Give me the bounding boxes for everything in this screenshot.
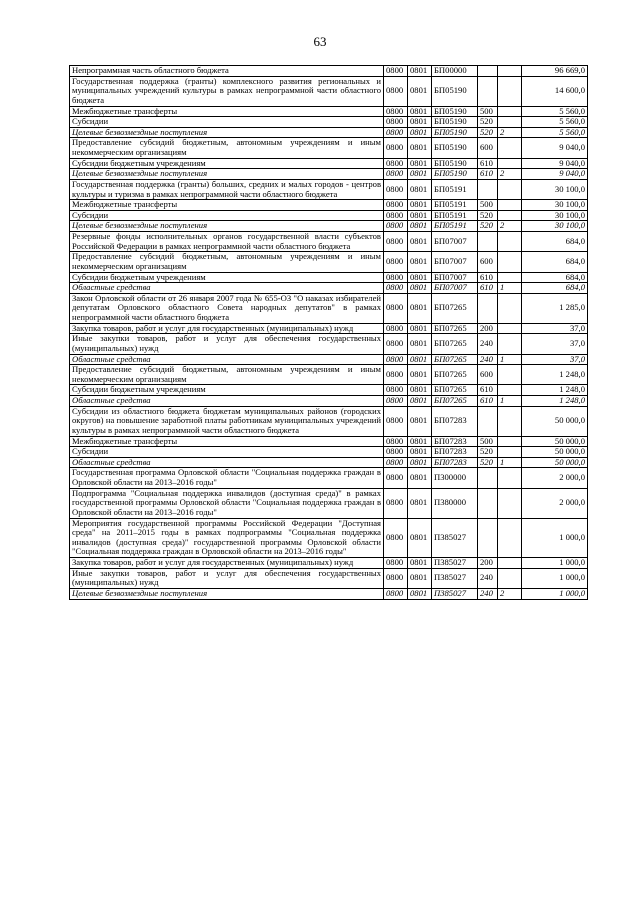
subsection-code: 0801 xyxy=(408,588,432,599)
funding-source-code xyxy=(498,200,522,211)
amount: 9 040,0 xyxy=(522,158,588,169)
target-article-code: БП07283 xyxy=(432,457,478,468)
funding-source-code: 1 xyxy=(498,354,522,365)
funding-source-code xyxy=(498,488,522,518)
subsection-code: 0801 xyxy=(408,354,432,365)
subsection-code: 0801 xyxy=(408,117,432,128)
funding-source-code xyxy=(498,66,522,77)
table-row xyxy=(70,323,588,334)
subsection-code: 0801 xyxy=(408,106,432,117)
subsection-code: 0801 xyxy=(408,169,432,180)
subsection-code: 0801 xyxy=(408,323,432,334)
table-row xyxy=(70,179,588,199)
row-name: Целевые безвозмездные поступления xyxy=(70,221,384,232)
amount: 50 000,0 xyxy=(522,406,588,436)
funding-source-code xyxy=(498,179,522,199)
expense-type-code: 610 xyxy=(478,385,498,396)
row-name: Предоставление субсидий бюджетным, автономным учреждениям и иным некоммерческим организациям xyxy=(70,138,384,158)
expense-type-code: 520 xyxy=(478,447,498,458)
table-row xyxy=(70,558,588,569)
target-article-code: БП05191 xyxy=(432,210,478,221)
subsection-code: 0801 xyxy=(408,200,432,211)
amount: 1 248,0 xyxy=(522,396,588,407)
table-row xyxy=(70,232,588,252)
section-code: 0800 xyxy=(384,127,408,138)
section-code: 0800 xyxy=(384,488,408,518)
amount: 9 040,0 xyxy=(522,138,588,158)
subsection-code: 0801 xyxy=(408,179,432,199)
amount: 50 000,0 xyxy=(522,447,588,458)
subsection-code: 0801 xyxy=(408,293,432,323)
table-row xyxy=(70,106,588,117)
subsection-code: 0801 xyxy=(408,221,432,232)
table-row xyxy=(70,396,588,407)
funding-source-code xyxy=(498,138,522,158)
subsection-code: 0801 xyxy=(408,66,432,77)
table-row xyxy=(70,447,588,458)
table-row xyxy=(70,334,588,354)
target-article-code: БП05190 xyxy=(432,117,478,128)
section-code: 0800 xyxy=(384,66,408,77)
amount: 50 000,0 xyxy=(522,436,588,447)
amount: 1 000,0 xyxy=(522,558,588,569)
table-row xyxy=(70,169,588,180)
funding-source-code: 2 xyxy=(498,169,522,180)
expense-type-code xyxy=(478,488,498,518)
row-name: Областные средства xyxy=(70,354,384,365)
section-code: 0800 xyxy=(384,76,408,106)
expense-type-code: 240 xyxy=(478,354,498,365)
funding-source-code: 2 xyxy=(498,221,522,232)
row-name: Целевые безвозмездные поступления xyxy=(70,169,384,180)
subsection-code: 0801 xyxy=(408,158,432,169)
expense-type-code: 600 xyxy=(478,365,498,385)
target-article-code: БП05191 xyxy=(432,179,478,199)
subsection-code: 0801 xyxy=(408,252,432,272)
table-row xyxy=(70,365,588,385)
funding-source-code: 1 xyxy=(498,283,522,294)
subsection-code: 0801 xyxy=(408,406,432,436)
target-article-code: П385027 xyxy=(432,558,478,569)
row-name: Областные средства xyxy=(70,283,384,294)
expense-type-code xyxy=(478,468,498,488)
section-code: 0800 xyxy=(384,588,408,599)
section-code: 0800 xyxy=(384,457,408,468)
expense-type-code: 500 xyxy=(478,106,498,117)
funding-source-code xyxy=(498,210,522,221)
amount: 1 248,0 xyxy=(522,365,588,385)
section-code: 0800 xyxy=(384,272,408,283)
expense-type-code: 610 xyxy=(478,283,498,294)
row-name: Межбюджетные трансферты xyxy=(70,436,384,447)
subsection-code: 0801 xyxy=(408,468,432,488)
expense-type-code: 500 xyxy=(478,200,498,211)
table-row xyxy=(70,127,588,138)
section-code: 0800 xyxy=(384,138,408,158)
subsection-code: 0801 xyxy=(408,488,432,518)
section-code: 0800 xyxy=(384,385,408,396)
row-name: Межбюджетные трансферты xyxy=(70,200,384,211)
subsection-code: 0801 xyxy=(408,334,432,354)
row-name: Непрограммная часть областного бюджета xyxy=(70,66,384,77)
amount: 684,0 xyxy=(522,283,588,294)
target-article-code: БП07007 xyxy=(432,272,478,283)
target-article-code: БП07265 xyxy=(432,323,478,334)
funding-source-code xyxy=(498,293,522,323)
amount: 5 560,0 xyxy=(522,117,588,128)
funding-source-code: 2 xyxy=(498,588,522,599)
subsection-code: 0801 xyxy=(408,436,432,447)
table-row xyxy=(70,518,588,558)
section-code: 0800 xyxy=(384,283,408,294)
amount: 37,0 xyxy=(522,323,588,334)
amount: 684,0 xyxy=(522,232,588,252)
subsection-code: 0801 xyxy=(408,365,432,385)
expense-type-code: 600 xyxy=(478,138,498,158)
expense-type-code: 520 xyxy=(478,127,498,138)
amount: 1 000,0 xyxy=(522,518,588,558)
table-row xyxy=(70,457,588,468)
funding-source-code xyxy=(498,334,522,354)
amount: 50 000,0 xyxy=(522,457,588,468)
funding-source-code xyxy=(498,252,522,272)
target-article-code: БП05190 xyxy=(432,127,478,138)
section-code: 0800 xyxy=(384,210,408,221)
amount: 1 285,0 xyxy=(522,293,588,323)
target-article-code: БП05191 xyxy=(432,221,478,232)
target-article-code: БП07283 xyxy=(432,447,478,458)
amount: 2 000,0 xyxy=(522,468,588,488)
funding-source-code xyxy=(498,158,522,169)
subsection-code: 0801 xyxy=(408,272,432,283)
row-name: Субсидии бюджетным учреждениям xyxy=(70,272,384,283)
expense-type-code xyxy=(478,179,498,199)
section-code: 0800 xyxy=(384,365,408,385)
table-row xyxy=(70,568,588,588)
funding-source-code xyxy=(498,76,522,106)
page-number: 63 xyxy=(313,34,327,49)
target-article-code: БП07283 xyxy=(432,436,478,447)
subsection-code: 0801 xyxy=(408,457,432,468)
row-name: Субсидии xyxy=(70,447,384,458)
amount: 37,0 xyxy=(522,354,588,365)
row-name: Областные средства xyxy=(70,457,384,468)
budget-table xyxy=(69,65,588,600)
expense-type-code: 610 xyxy=(478,158,498,169)
row-name: Резервные фонды исполнительных органов государственной власти субъектов Российской Федерации в рамках непрограммной части областного бюджета xyxy=(70,232,384,252)
expense-type-code: 500 xyxy=(478,436,498,447)
section-code: 0800 xyxy=(384,179,408,199)
section-code: 0800 xyxy=(384,293,408,323)
table-row xyxy=(70,210,588,221)
target-article-code: БП05190 xyxy=(432,106,478,117)
amount: 30 100,0 xyxy=(522,221,588,232)
row-name: Закон Орловской области от 26 января 2007 года № 655-ОЗ "О наказах избирателей депутатам Орловского областного Совета народных депутатов" в рамках непрограммной части областного бюджета xyxy=(70,293,384,323)
amount: 5 560,0 xyxy=(522,127,588,138)
table-row xyxy=(70,200,588,211)
amount: 1 000,0 xyxy=(522,588,588,599)
amount: 96 669,0 xyxy=(522,66,588,77)
target-article-code: БП05190 xyxy=(432,169,478,180)
row-name: Государственная программа Орловской области "Социальная поддержка граждан в Орловской области на 2013–2016 годы" xyxy=(70,468,384,488)
target-article-code: БП07265 xyxy=(432,293,478,323)
table-row xyxy=(70,252,588,272)
row-name: Предоставление субсидий бюджетным, автономным учреждениям и иным некоммерческим организациям xyxy=(70,365,384,385)
section-code: 0800 xyxy=(384,200,408,211)
expense-type-code: 200 xyxy=(478,558,498,569)
funding-source-code xyxy=(498,272,522,283)
subsection-code: 0801 xyxy=(408,518,432,558)
row-name: Мероприятия государственной программы Российской Федерации "Доступная среда" на 2011–2015 годы в рамках подпрограммы "Социальная поддержка инвалидов (доступная среда)" государственной программы Орловской области "Социальная поддержка граждан в Орловской области на 2013–2016 годы" xyxy=(70,518,384,558)
table-row xyxy=(70,76,588,106)
expense-type-code: 240 xyxy=(478,334,498,354)
table-row xyxy=(70,66,588,77)
table-row xyxy=(70,588,588,599)
section-code: 0800 xyxy=(384,396,408,407)
subsection-code: 0801 xyxy=(408,447,432,458)
table-row xyxy=(70,354,588,365)
row-name: Субсидии из областного бюджета бюджетам муниципальных районов (городских округов) на повышение заработной платы работникам муниципальных учреждений культуры в рамках непрограммной части областного бюджета xyxy=(70,406,384,436)
section-code: 0800 xyxy=(384,406,408,436)
subsection-code: 0801 xyxy=(408,232,432,252)
target-article-code: П385027 xyxy=(432,588,478,599)
subsection-code: 0801 xyxy=(408,76,432,106)
amount: 1 248,0 xyxy=(522,385,588,396)
subsection-code: 0801 xyxy=(408,210,432,221)
target-article-code: БП07283 xyxy=(432,406,478,436)
table-row xyxy=(70,385,588,396)
table-row xyxy=(70,221,588,232)
target-article-code: БП07007 xyxy=(432,283,478,294)
expense-type-code: 610 xyxy=(478,396,498,407)
expense-type-code: 520 xyxy=(478,221,498,232)
target-article-code: БП00000 xyxy=(432,66,478,77)
funding-source-code xyxy=(498,117,522,128)
expense-type-code: 520 xyxy=(478,457,498,468)
section-code: 0800 xyxy=(384,323,408,334)
expense-type-code: 520 xyxy=(478,117,498,128)
subsection-code: 0801 xyxy=(408,138,432,158)
section-code: 0800 xyxy=(384,106,408,117)
amount: 5 560,0 xyxy=(522,106,588,117)
section-code: 0800 xyxy=(384,568,408,588)
row-name: Закупка товаров, работ и услуг для государственных (муниципальных) нужд xyxy=(70,323,384,334)
section-code: 0800 xyxy=(384,252,408,272)
row-name: Закупка товаров, работ и услуг для государственных (муниципальных) нужд xyxy=(70,558,384,569)
amount: 1 000,0 xyxy=(522,568,588,588)
target-article-code: БП07265 xyxy=(432,354,478,365)
target-article-code: БП05190 xyxy=(432,76,478,106)
expense-type-code: 610 xyxy=(478,169,498,180)
funding-source-code xyxy=(498,568,522,588)
funding-source-code xyxy=(498,323,522,334)
amount: 14 600,0 xyxy=(522,76,588,106)
target-article-code: БП07007 xyxy=(432,232,478,252)
funding-source-code: 1 xyxy=(498,396,522,407)
subsection-code: 0801 xyxy=(408,558,432,569)
section-code: 0800 xyxy=(384,232,408,252)
funding-source-code xyxy=(498,436,522,447)
amount: 684,0 xyxy=(522,252,588,272)
funding-source-code xyxy=(498,518,522,558)
row-name: Областные средства xyxy=(70,396,384,407)
amount: 30 100,0 xyxy=(522,179,588,199)
table-row xyxy=(70,158,588,169)
row-name: Субсидии xyxy=(70,117,384,128)
target-article-code: БП05190 xyxy=(432,158,478,169)
row-name: Иные закупки товаров, работ и услуг для обеспечения государственных (муниципальных) нужд xyxy=(70,568,384,588)
budget-table-body xyxy=(70,66,588,600)
target-article-code: БП07265 xyxy=(432,334,478,354)
funding-source-code xyxy=(498,385,522,396)
amount: 684,0 xyxy=(522,272,588,283)
expense-type-code: 520 xyxy=(478,210,498,221)
row-name: Межбюджетные трансферты xyxy=(70,106,384,117)
amount: 9 040,0 xyxy=(522,169,588,180)
expense-type-code: 600 xyxy=(478,252,498,272)
funding-source-code xyxy=(498,558,522,569)
expense-type-code xyxy=(478,232,498,252)
row-name: Предоставление субсидий бюджетным, автономным учреждениям и иным некоммерческим организациям xyxy=(70,252,384,272)
row-name: Субсидии xyxy=(70,210,384,221)
section-code: 0800 xyxy=(384,334,408,354)
section-code: 0800 xyxy=(384,558,408,569)
table-row xyxy=(70,406,588,436)
section-code: 0800 xyxy=(384,354,408,365)
target-article-code: БП05190 xyxy=(432,138,478,158)
subsection-code: 0801 xyxy=(408,568,432,588)
target-article-code: БП07265 xyxy=(432,365,478,385)
section-code: 0800 xyxy=(384,158,408,169)
expense-type-code: 240 xyxy=(478,588,498,599)
subsection-code: 0801 xyxy=(408,127,432,138)
amount: 30 100,0 xyxy=(522,200,588,211)
table-row xyxy=(70,436,588,447)
expense-type-code xyxy=(478,518,498,558)
expense-type-code xyxy=(478,66,498,77)
target-article-code: БП07265 xyxy=(432,396,478,407)
funding-source-code xyxy=(498,106,522,117)
row-name: Целевые безвозмездные поступления xyxy=(70,127,384,138)
section-code: 0800 xyxy=(384,169,408,180)
funding-source-code: 2 xyxy=(498,127,522,138)
section-code: 0800 xyxy=(384,221,408,232)
section-code: 0800 xyxy=(384,117,408,128)
target-article-code: П385027 xyxy=(432,568,478,588)
target-article-code: БП07265 xyxy=(432,385,478,396)
funding-source-code xyxy=(498,468,522,488)
row-name: Государственная поддержка (гранты) больших, средних и малых городов - центров культуры и туризма в рамках непрограммной части областного бюджета xyxy=(70,179,384,199)
section-code: 0800 xyxy=(384,436,408,447)
subsection-code: 0801 xyxy=(408,385,432,396)
row-name: Государственная поддержка (гранты) комплексного развития региональных и муниципальных учреждений культуры в рамках непрограммной части областного бюджета xyxy=(70,76,384,106)
funding-source-code xyxy=(498,365,522,385)
row-name: Целевые безвозмездные поступления xyxy=(70,588,384,599)
expense-type-code: 610 xyxy=(478,272,498,283)
expense-type-code: 200 xyxy=(478,323,498,334)
expense-type-code xyxy=(478,406,498,436)
amount: 37,0 xyxy=(522,334,588,354)
table-row xyxy=(70,272,588,283)
target-article-code: БП05191 xyxy=(432,200,478,211)
row-name: Иные закупки товаров, работ и услуг для обеспечения государственных (муниципальных) нужд xyxy=(70,334,384,354)
table-row xyxy=(70,468,588,488)
table-row xyxy=(70,293,588,323)
row-name: Субсидии бюджетным учреждениям xyxy=(70,385,384,396)
expense-type-code: 240 xyxy=(478,568,498,588)
subsection-code: 0801 xyxy=(408,396,432,407)
table-row xyxy=(70,283,588,294)
table-row xyxy=(70,138,588,158)
target-article-code: П380000 xyxy=(432,488,478,518)
target-article-code: П385027 xyxy=(432,518,478,558)
amount: 30 100,0 xyxy=(522,210,588,221)
section-code: 0800 xyxy=(384,447,408,458)
funding-source-code: 1 xyxy=(498,457,522,468)
table-row xyxy=(70,117,588,128)
target-article-code: П300000 xyxy=(432,468,478,488)
amount: 2 000,0 xyxy=(522,488,588,518)
row-name: Субсидии бюджетным учреждениям xyxy=(70,158,384,169)
expense-type-code xyxy=(478,293,498,323)
section-code: 0800 xyxy=(384,518,408,558)
row-name: Подпрограмма "Социальная поддержка инвалидов (доступная среда)" в рамках государственной программы Орловской области "Социальная поддержка граждан в Орловской области на 2013–2016 годы" xyxy=(70,488,384,518)
funding-source-code xyxy=(498,406,522,436)
section-code: 0800 xyxy=(384,468,408,488)
expense-type-code xyxy=(478,76,498,106)
funding-source-code xyxy=(498,232,522,252)
funding-source-code xyxy=(498,447,522,458)
table-row xyxy=(70,488,588,518)
subsection-code: 0801 xyxy=(408,283,432,294)
target-article-code: БП07007 xyxy=(432,252,478,272)
